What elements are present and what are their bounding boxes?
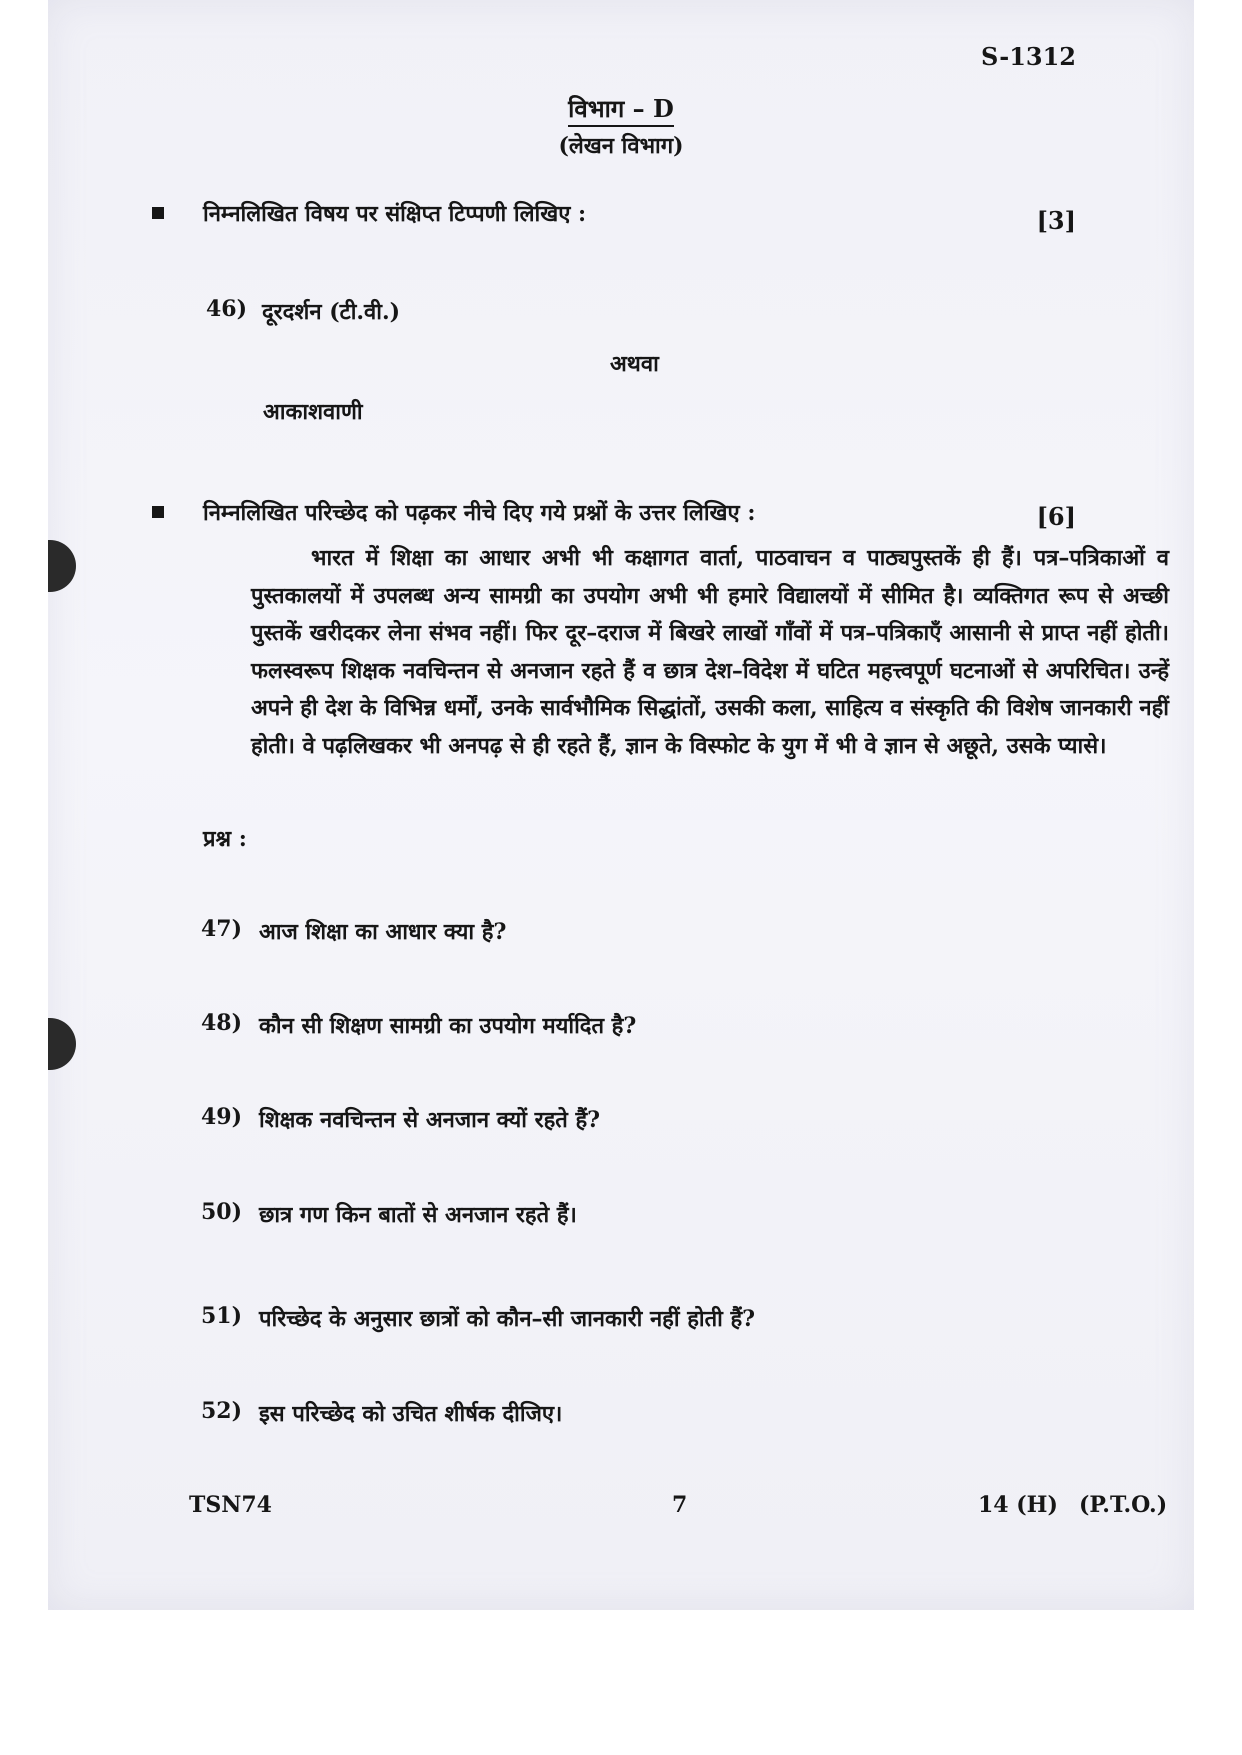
question-text: इस परिच्छेद को उचित शीर्षक दीजिए। [259,1401,563,1427]
section-subtitle: (लेखन विभाग) [558,133,684,159]
sheet-code: 14 (H) [978,1492,1058,1518]
part1-instruction: निम्नलिखित विषय पर संक्षिप्त टिप्पणी लिखिए : [203,201,587,227]
question-text-46: दूरदर्शन (टी.वी.) [262,299,401,325]
question-text: कौन सी शिक्षण सामग्री का उपयोग मर्यादित है? [259,1013,637,1039]
question-number: 47) [201,916,243,942]
section-title-text: विभाग – D [568,94,674,127]
bullet-icon [152,506,164,518]
bullet-icon [152,207,164,219]
question-text: आज शिक्षा का आधार क्या है? [259,919,507,945]
question-number: 48) [201,1010,243,1036]
question-number: 49) [201,1104,243,1130]
punch-hole-top [48,540,76,592]
question-text: परिच्छेद के अनुसार छात्रों को कौन–सी जानकारी नहीं होती हैं? [259,1306,756,1332]
alternative-topic: आकाशवाणी [263,399,363,425]
footer-code: TSN74 [189,1492,272,1518]
question-number: 52) [201,1398,243,1424]
or-label: अथवा [610,351,659,377]
question-number-46: 46) [206,296,248,322]
paper-code: S-1312 [981,42,1076,71]
section-title [48,92,1194,125]
part2-instruction: निम्नलिखित परिच्छेद को पढ़कर नीचे दिए गये प्रश्नों के उत्तर लिखिए : [203,500,756,526]
pto-label: (P.T.O.) [1079,1492,1168,1518]
question-text: छात्र गण किन बातों से अनजान रहते हैं। [259,1202,577,1228]
comprehension-passage: भारत में शिक्षा का आधार अभी भी कक्षागत वार्ता, पाठवाचन व पाठ्यपुस्तकें ही हैं। पत्र–पत्रिकाओं व पुस्तकालयों में उपलब्ध अन्य सामग्री का उपयोग अभी भी हमारे विद्यालयों में सीमित है। व्यक्तिगत रूप से अच्छी पुस्तकें खरीदकर लेना संभव नहीं। फिर दूर–दराज में बिखरे लाखों गाँवों में पत्र–पत्रिकाएँ आसानी से प्राप्त नहीं होती। फलस्वरूप शिक्षक नवचिन्तन से अनजान रहते हैं व छात्र देश–विदेश में घटित महत्त्वपूर्ण घटनाओं से अपरिचित। उन्हें अपने ही देश के विभिन्न धर्मों, उनके सार्वभौमिक सिद्धांतों, उसकी कला, साहित्य व संस्कृति की विशेष जानकारी नहीं होती। वे पढ़लिखकर भी अनपढ़ से ही रहते हैं, ज्ञान के विस्फोट के युग में भी वे ज्ञान से अछूते, उसके प्यासे। [251,545,1169,759]
punch-hole-bottom [48,1018,76,1070]
part1-marks: [3] [1036,206,1076,235]
questions-label: प्रश्न : [203,826,247,852]
question-text: शिक्षक नवचिन्तन से अनजान क्यों रहते हैं? [259,1107,601,1133]
question-number: 50) [201,1199,243,1225]
part2-marks: [6] [1036,502,1076,531]
question-number: 51) [201,1303,243,1329]
exam-page [48,0,1194,1610]
page-number: 7 [672,1492,688,1518]
